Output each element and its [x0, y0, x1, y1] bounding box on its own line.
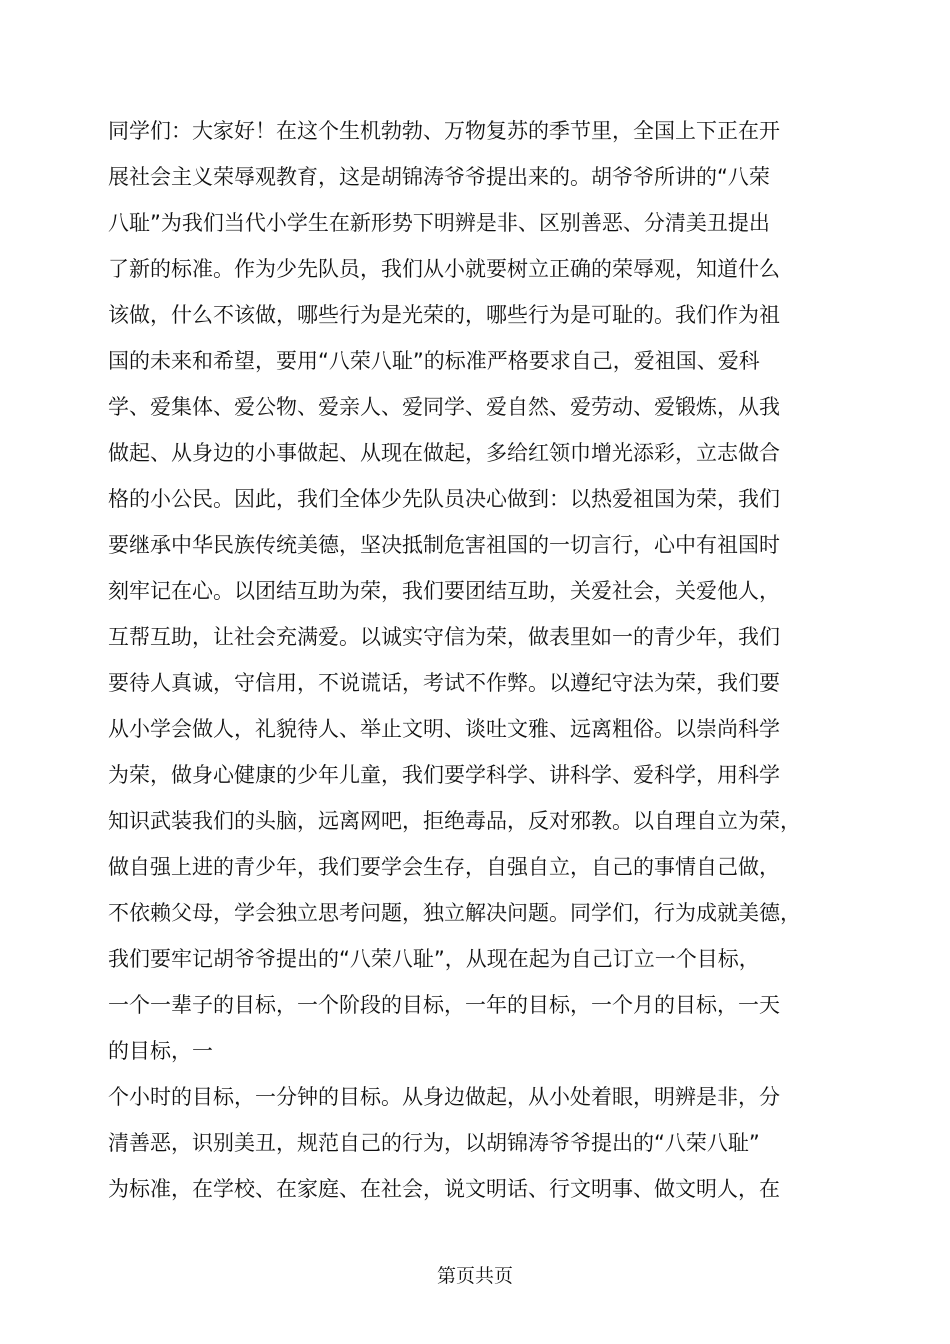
text-line: 学、爱集体、爱公物、爱亲人、爱同学、爱自然、爱劳动、爱锻炼，从我 [108, 395, 780, 419]
text-line: 格的小公民。因此，我们全体少先队员决心做到：以热爱祖国为荣，我们 [108, 487, 780, 511]
text-line: 知识武装我们的头脑，远离网吧，拒绝毒品，反对邪教。以自理自立为荣， [108, 809, 801, 833]
text-line: 了新的标准。作为少先队员，我们从小就要树立正确的荣辱观，知道什么 [108, 257, 780, 281]
text-line: 为荣，做身心健康的少年儿童，我们要学科学、讲科学、爱科学，用科学 [108, 763, 780, 787]
text-line: 我们要牢记胡爷爷提出的“八荣八耻”，从现在起为自己订立一个目标， [108, 947, 760, 971]
text-line: 要待人真诚，守信用，不说谎话，考试不作弊。以遵纪守法为荣，我们要 [108, 671, 780, 695]
text-line: 互帮互助，让社会充满爱。以诚实守信为荣，做表里如一的青少年，我们 [108, 625, 780, 649]
page-footer: 第页共页 [436, 1265, 513, 1287]
text-line: 做起、从身边的小事做起、从现在做起，多给红领巾增光添彩，立志做合 [108, 441, 780, 465]
text-line: 的目标，一 [108, 1039, 213, 1063]
text-line: 一个一辈子的目标，一个阶段的目标，一年的目标，一个月的目标，一天 [108, 993, 780, 1017]
text-line: 刻牢记在心。以团结互助为荣，我们要团结互助，关爱社会，关爱他人， [108, 579, 780, 603]
text-line: 要继承中华民族传统美德，坚决抵制危害祖国的一切言行，心中有祖国时 [108, 533, 780, 557]
text-line: 该做，什么不该做，哪些行为是光荣的，哪些行为是可耻的。我们作为祖 [108, 303, 780, 327]
text-line: 展社会主义荣辱观教育，这是胡锦涛爷爷提出来的。胡爷爷所讲的“八荣 [108, 165, 770, 189]
body-text [108, 108, 848, 1212]
text-line: 国的未来和希望，要用“八荣八耻”的标准严格要求自己，爱祖国、爱科 [108, 349, 760, 373]
text-line: 八耻”为我们当代小学生在新形势下明辨是非、区别善恶、分清美丑提出 [108, 211, 770, 235]
text-line: 个小时的目标，一分钟的目标。从身边做起，从小处着眼，明辨是非，分 [108, 1085, 780, 1109]
text-line: 做自强上进的青少年，我们要学会生存，自强自立，自己的事情自己做， [108, 855, 780, 879]
text-line: 清善恶，识别美丑，规范自己的行为，以胡锦涛爷爷提出的“八荣八耻” [108, 1131, 760, 1155]
text-line: 同学们：大家好！在这个生机勃勃、万物复苏的季节里，全国上下正在开 [108, 119, 780, 143]
text-line: 为标准，在学校、在家庭、在社会，说文明话、行文明事、做文明人，在 [108, 1177, 780, 1201]
text-line: 不依赖父母，学会独立思考问题，独立解决问题。同学们，行为成就美德， [108, 901, 801, 925]
text-line: 从小学会做人，礼貌待人、举止文明、谈吐文雅、远离粗俗。以崇尚科学 [108, 717, 780, 741]
